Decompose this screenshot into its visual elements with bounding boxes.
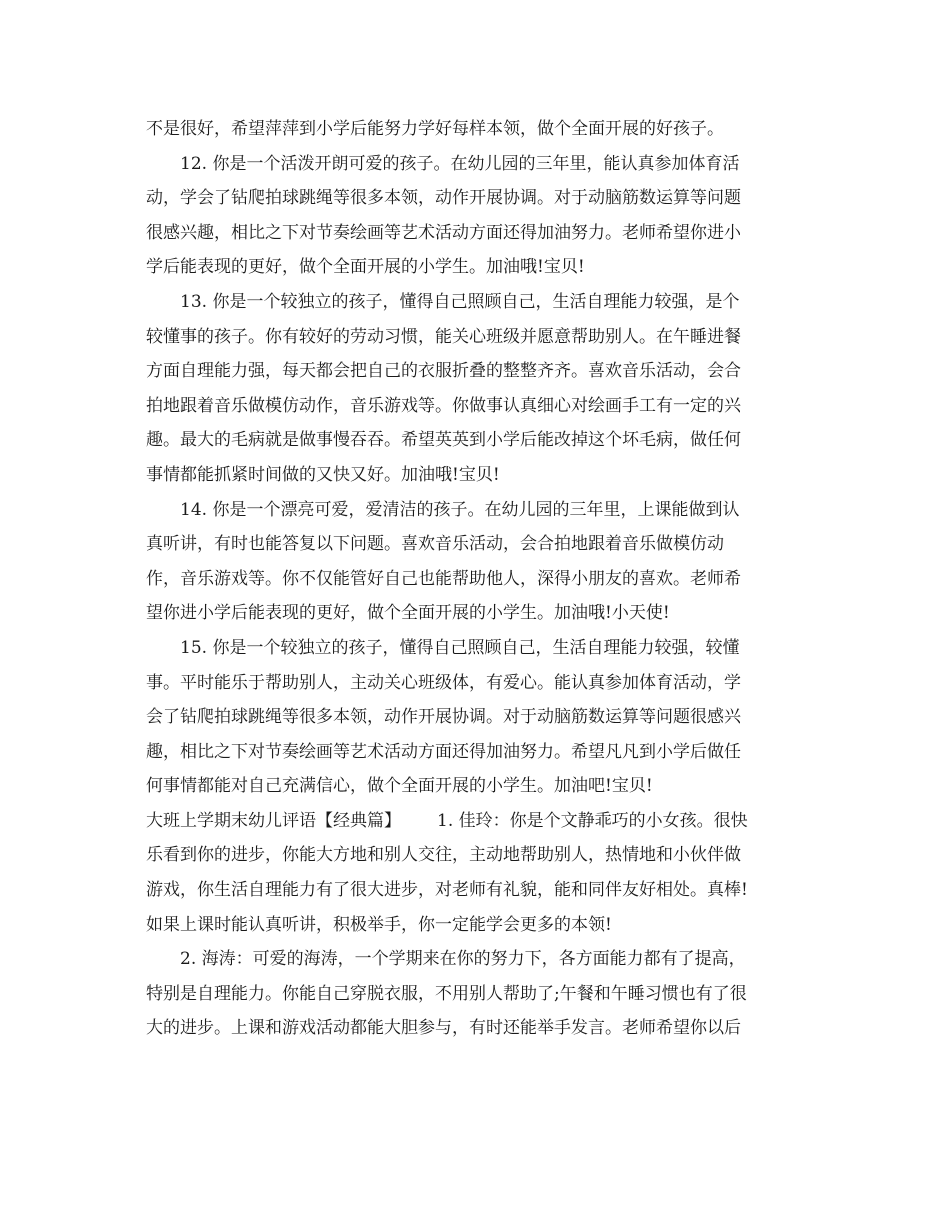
text-line: 真听讲，有时也能答复以下问题。喜欢音乐活动，会合拍地跟着音乐做模仿动 xyxy=(146,534,724,555)
text-line: 会了钻爬拍球跳绳等很多本领，动作开展协调。对于动脑筋数运算等问题很感兴 xyxy=(146,707,741,728)
text-line: 很感兴趣，相比之下对节奏绘画等艺术活动方面还得加油努力。老师希望你进小 xyxy=(146,222,741,243)
paragraph-14: 14. 你是一个漂亮可爱，爱清洁的孩子。在幼儿园的三年里，上课能做到认 xyxy=(180,499,740,520)
text-line: 特别是自理能力。你能自己穿脱衣服，不用别人帮助了;午餐和午睡习惯也有了很 xyxy=(146,983,747,1004)
text-line: 事。平时能乐于帮助别人，主动关心班级体，有爱心。能认真参加体育活动，学 xyxy=(146,672,741,693)
paragraph-2: 2. 海涛：可爱的海涛，一个学期来在你的努力下，各方面能力都有了提高， xyxy=(180,949,746,970)
section-title: 大班上学期末幼儿评语【经典篇】 xyxy=(146,810,401,831)
paragraph-13: 13. 你是一个较独立的孩子，懂得自己照顾自己，生活自理能力较强，是个 xyxy=(180,291,740,312)
text-line: 事情都能抓紧时间做的又快又好。加油哦!宝贝! xyxy=(146,464,500,485)
text-line: 乐看到你的进步，你能大方地和别人交往，主动地帮助别人，热情地和小伙伴做 xyxy=(146,845,741,866)
text-line: 较懂事的孩子。你有较好的劳动习惯，能关心班级并愿意帮助别人。在午睡进餐 xyxy=(146,326,741,347)
text-line: 大的进步。上课和游戏活动都能大胆参与，有时还能举手发言。老师希望你以后 xyxy=(146,1018,741,1039)
text-line: 趣。最大的毛病就是做事慢吞吞。希望英英到小学后能改掉这个坏毛病，做任何 xyxy=(146,430,741,451)
section-heading-line xyxy=(146,804,806,839)
text-line: 学后能表现的更好，做个全面开展的小学生。加油哦!宝贝! xyxy=(146,257,585,278)
text-line: 动，学会了钻爬拍球跳绳等很多本领，动作开展协调。对于动脑筋数运算等问题 xyxy=(146,188,741,209)
text-line: 游戏，你生活自理能力有了很大进步，对老师有礼貌，能和同伴友好相处。真棒! xyxy=(146,880,748,901)
text-line: 不是很好，希望萍萍到小学后能努力学好每样本领，做个全面开展的好孩子。 xyxy=(146,119,724,139)
text-line: 方面自理能力强，每天都会把自己的衣服折叠的整整齐齐。喜欢音乐活动，会合 xyxy=(146,361,741,382)
text-line: 作，音乐游戏等。你不仅能管好自己也能帮助他人，深得小朋友的喜欢。老师希 xyxy=(146,568,741,589)
paragraph-12: 12. 你是一个活泼开朗可爱的孩子。在幼儿园的三年里，能认真参加体育活 xyxy=(180,153,740,174)
text-line: 何事情都能对自己充满信心，做个全面开展的小学生。加油吧!宝贝! xyxy=(146,776,653,797)
text-line: 望你进小学后能表现的更好，做个全面开展的小学生。加油哦!小天使! xyxy=(146,603,670,624)
document-page xyxy=(146,112,806,1046)
text-line: 趣，相比之下对节奏绘画等艺术活动方面还得加油努力。希望凡凡到小学后做任 xyxy=(146,741,741,762)
text-line: 如果上课时能认真听讲，积极举手，你一定能学会更多的本领! xyxy=(146,914,612,935)
paragraph-15: 15. 你是一个较独立的孩子，懂得自己照顾自己，生活自理能力较强，较懂 xyxy=(180,637,740,658)
text-line: 拍地跟着音乐做模仿动作，音乐游戏等。你做事认真细心对绘画手工有一定的兴 xyxy=(146,395,741,416)
paragraph-1: 1. 佳玲：你是个文静乖巧的小女孩。很快 xyxy=(437,810,748,831)
